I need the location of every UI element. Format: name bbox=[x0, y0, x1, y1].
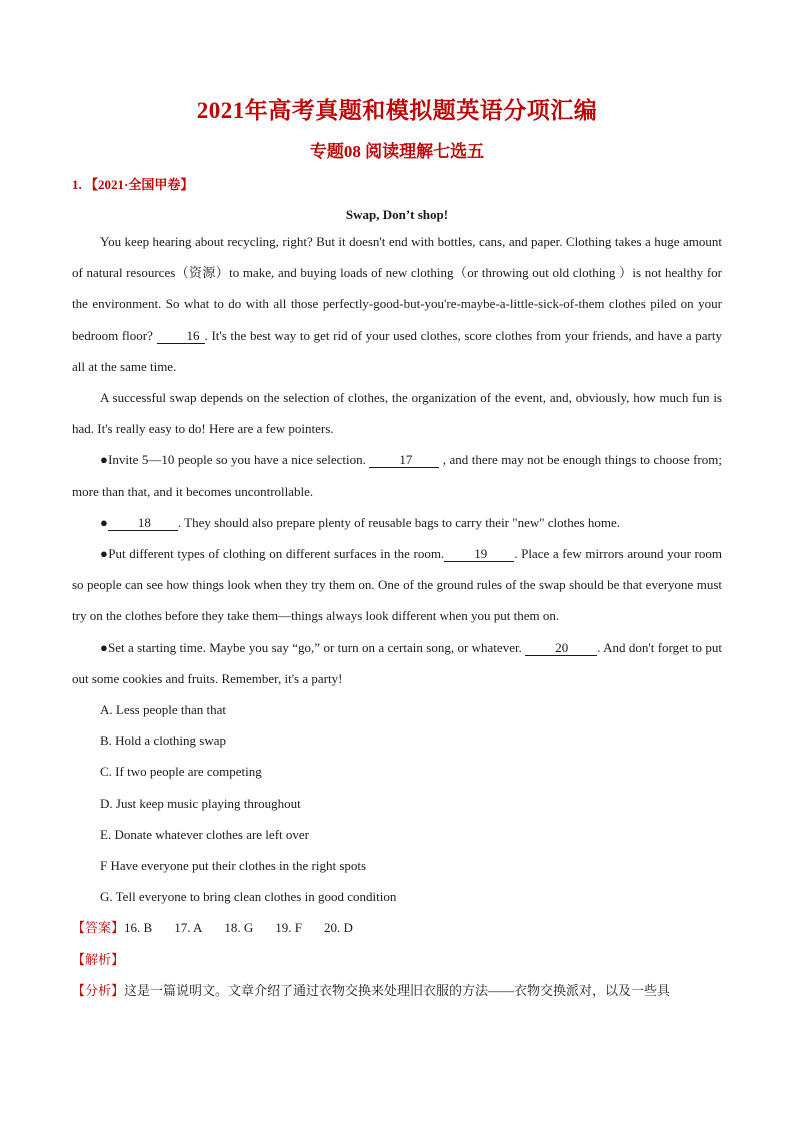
document-title: 2021年高考真题和模拟题英语分项汇编 bbox=[196, 98, 598, 123]
passage-paragraph-5: ●Put different types of clothing on different surfaces in the room. 19 . Place a few mirrors around your room so people can see how things look when they try them on. One of the ground rules of the swap should be that everyone must try on the clothes before they take them—things always look different when you put them on. bbox=[72, 546, 722, 624]
document-page bbox=[72, 96, 722, 1006]
option-b: B. Hold a clothing swap bbox=[100, 733, 227, 749]
blank-16: 16 bbox=[157, 328, 205, 344]
answer-item: 16. B bbox=[124, 920, 153, 936]
answer-line bbox=[72, 912, 722, 943]
passage-paragraph-3: ●Invite 5—10 people so you have a nice selection. 17 , and there may not be enough things to choose from; more than that, and it becomes uncontrollable. bbox=[72, 452, 722, 499]
passage-paragraph-2: A successful swap depends on the selection of clothes, the organization of the event, and, obviously, how much fun is had. It's really easy to do! Here are a few pointers. bbox=[72, 390, 722, 437]
answer-item: 17. A bbox=[174, 920, 203, 936]
answer-item: 20. D bbox=[323, 920, 353, 936]
blank-17: 17 bbox=[369, 452, 439, 468]
analysis-label: 【解析】 bbox=[72, 951, 125, 967]
question-label: 1. 【2021·全国甲卷】 bbox=[72, 177, 194, 192]
analysis-label-line bbox=[72, 944, 722, 975]
option-f: F Have everyone put their clothes in the right spots bbox=[100, 858, 367, 874]
passage-paragraph-4: ● 18 . They should also prepare plenty of reusable bags to carry their "new" clothes home. bbox=[100, 514, 620, 530]
option-c: C. If two people are competing bbox=[100, 764, 262, 780]
option-g: G. Tell everyone to bring clean clothes in good condition bbox=[100, 889, 397, 905]
blank-20: 20 bbox=[525, 640, 597, 656]
option-e: E. Donate whatever clothes are left over bbox=[100, 826, 309, 842]
answer-item: 19. F bbox=[275, 920, 302, 936]
options-list bbox=[72, 694, 722, 912]
analysis-summary bbox=[72, 975, 722, 1006]
option-a: A. Less people than that bbox=[100, 702, 226, 718]
answer-label: 【答案】 bbox=[72, 920, 125, 936]
passage-title: Swap, Don’t shop! bbox=[345, 207, 449, 222]
answer-item: 18. G bbox=[224, 920, 254, 936]
analysis-summary-text: 这是一篇说明文。文章介绍了通过衣物交换来处理旧衣服的方法——衣物交换派对，以及一些具 bbox=[124, 982, 671, 998]
document-subtitle: 专题08 阅读理解七选五 bbox=[309, 142, 485, 161]
passage-paragraph-6: ●Set a starting time. Maybe you say “go,” or turn on a certain song, or whatever. 20 . And don't forget to put out some cookies and fruits. Remember, it's a party! bbox=[72, 639, 722, 686]
passage-paragraph-1: You keep hearing about recycling, right? But it doesn't end with bottles, cans, and paper. Clothing takes a huge amount of natural resources（资源）to make, and buying loads of new clothing（or throwing out old clothing ）is not healthy for the environment. So what to do with all those perfectly-good-but-you're-maybe-a-little-sick-of-them clothes piled on your bedroom floor? 16 . It's the best way to get rid of your used clothes, score clothes from your friends, and have a party all at the same time. bbox=[72, 234, 722, 374]
option-d: D. Just keep music playing throughout bbox=[100, 795, 301, 811]
blank-18: 18 bbox=[108, 515, 178, 531]
blank-19: 19 bbox=[444, 546, 514, 562]
analysis-summary-label: 【分析】 bbox=[72, 982, 125, 998]
